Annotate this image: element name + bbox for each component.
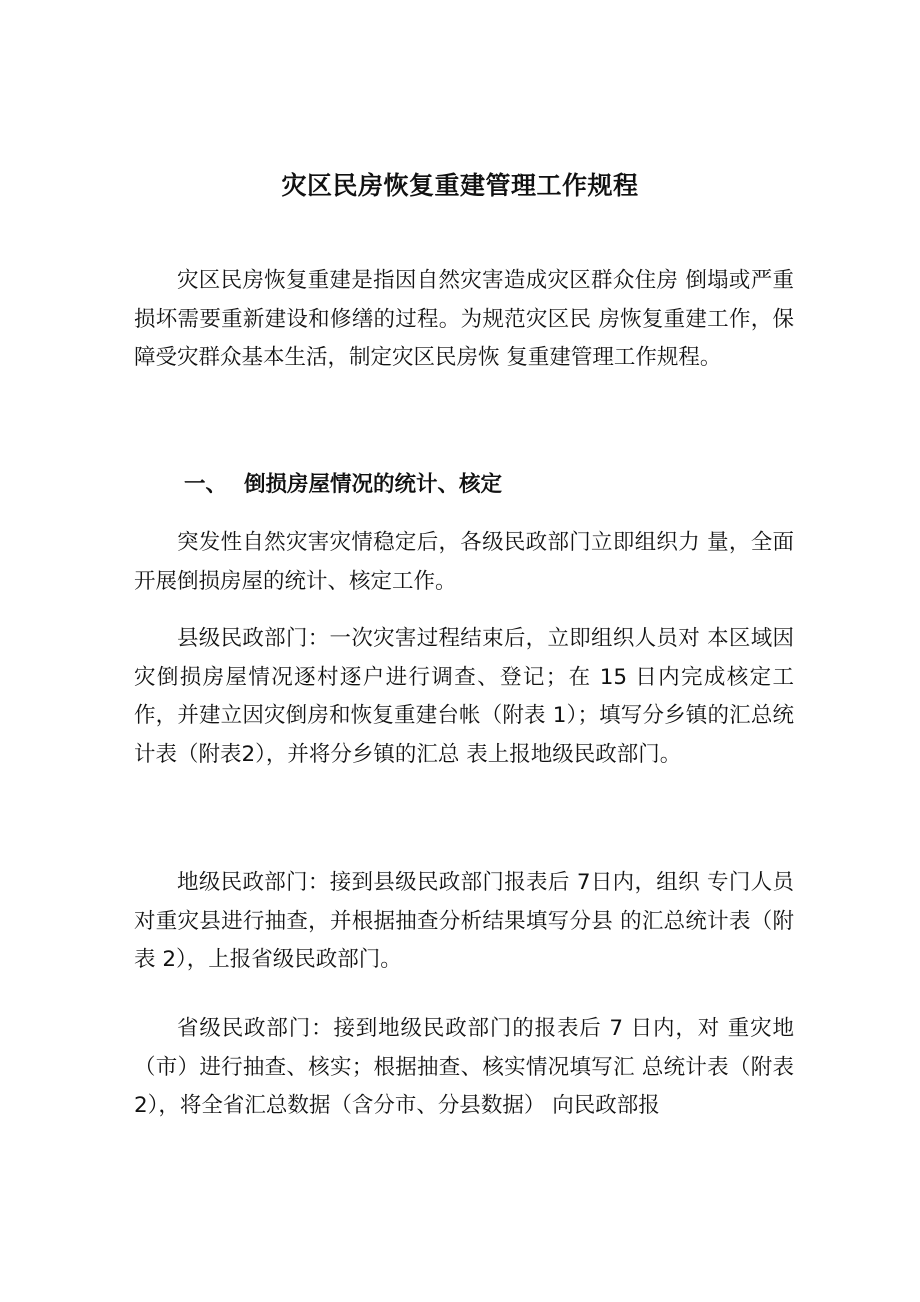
- section-number: 一、: [184, 472, 228, 497]
- section-paragraph-overview: 突发性自然灾害灾情稳定后，各级民政部门立即组织力 量，全面开展倒损房屋的统计、核定工作。: [134, 530, 794, 594]
- section-heading: [184, 466, 502, 504]
- section-paragraph-county: 县级民政部门：一次灾害过程结束后，立即组织人员对 本区域因灾倒损房屋情况逐村逐户进行调查、登记；在 15 日内完成核定工作，并建立因灾倒房和恢复重建台帐（附表 1）；填写分乡镇的汇总统计表（附表2），并将分乡镇的汇总 表上报地级民政部门。: [134, 626, 794, 767]
- section-paragraph-prefecture: 地级民政部门：接到县级民政部门报表后 7日内，组织 专门人员对重灾县进行抽查，并根据抽查分析结果填写分县 的汇总统计表（附表 2），上报省级民政部门。: [134, 870, 794, 972]
- section-heading-text: 倒损房屋情况的统计、核定: [244, 472, 503, 497]
- intro-paragraph: 灾区民房恢复重建是指因自然灾害造成灾区群众住房 倒塌或严重损坏需要重新建设和修缮的过程。为规范灾区民 房恢复重建工作，保障受灾群众基本生活，制定灾区民房恢 复重建管理工作规程。: [134, 268, 794, 370]
- document-title: 灾区民房恢复重建管理工作规程: [281, 171, 639, 200]
- section-paragraph-province: 省级民政部门：接到地级民政部门的报表后 7 日内，对 重灾地（市）进行抽查、核实；根据抽查、核实情况填写汇 总统计表（附表 2），将全省汇总数据（含分市、分县数据） 向民政部报: [134, 1016, 794, 1118]
